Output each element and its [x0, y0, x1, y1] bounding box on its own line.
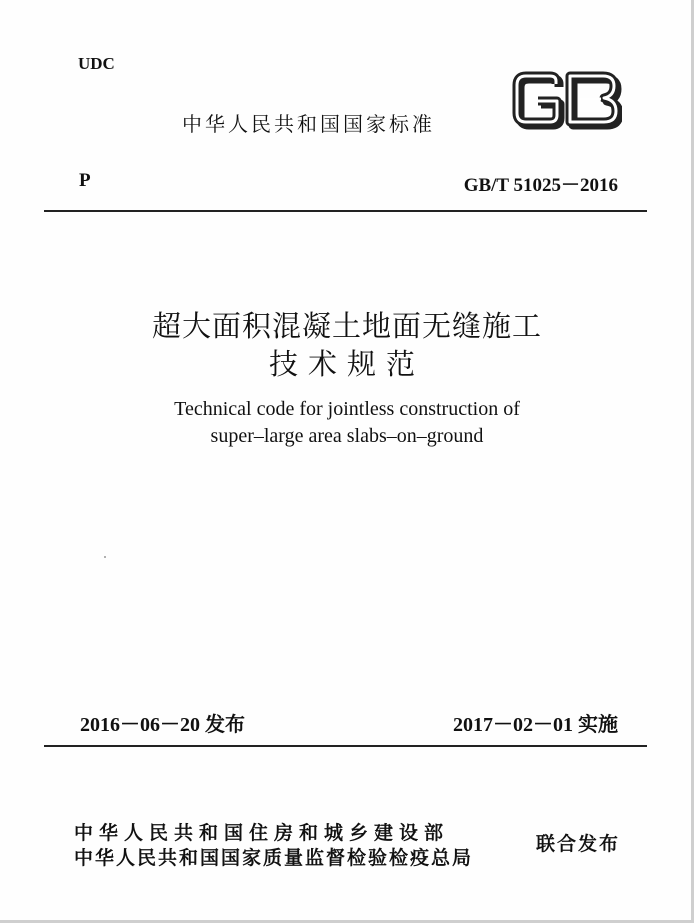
- standard-type-heading: 中华人民共和国国家标准: [182, 114, 435, 136]
- issuer-ministry: 中华人民共和国住房和城乡建设部: [74, 823, 450, 844]
- issue-date: 2016－06－20 发布: [80, 714, 245, 736]
- classification-code: P: [79, 170, 91, 191]
- top-divider: [44, 210, 647, 212]
- implementation-date: 2017－02－01 实施: [453, 714, 618, 736]
- gb-logo: [510, 70, 622, 132]
- udc-label: UDC: [78, 54, 115, 73]
- title-english-line2: super–large area slabs–on–ground: [210, 425, 484, 447]
- gb-logo-graphic: [510, 70, 622, 132]
- title-chinese-line1: 超大面积混凝土地面无缝施工: [151, 311, 542, 343]
- speck-mark: [104, 556, 106, 558]
- title-chinese-line2: 技术规范: [268, 349, 425, 381]
- issuer-aqsiq: 中华人民共和国国家质量监督检验检疫总局: [74, 848, 474, 869]
- joint-issue-label: 联合发布: [536, 834, 621, 855]
- title-english-line1: Technical code for jointless construction of: [174, 398, 520, 420]
- bottom-divider: [44, 745, 647, 747]
- standard-number: GB/T 51025－2016: [463, 175, 618, 196]
